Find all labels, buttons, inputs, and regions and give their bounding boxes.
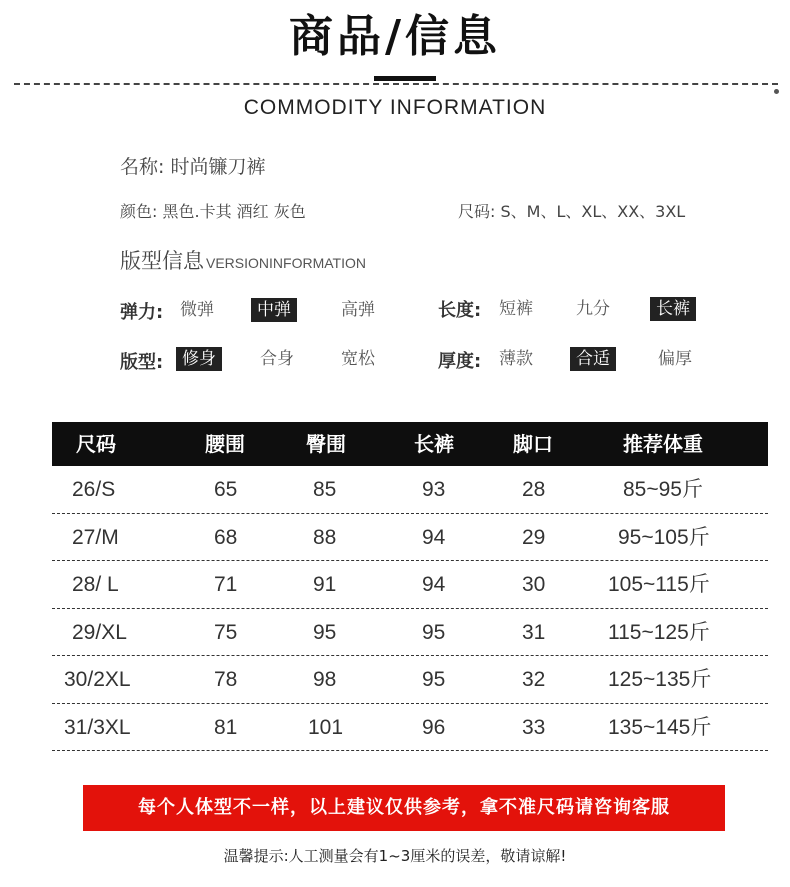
cell-size: 31/3XL — [64, 715, 131, 739]
fit-option-regular: 合身 — [260, 349, 294, 369]
header-divider — [14, 83, 778, 85]
cell-weight: 105~115斤 — [608, 573, 710, 596]
version-heading-en: VERSIONINFORMATION — [206, 255, 366, 271]
table-row — [52, 514, 768, 562]
length-option-ninth: 九分 — [576, 299, 610, 319]
cell-length: 94 — [422, 573, 446, 596]
product-colors: 颜色: 黑色.卡其 酒红 灰色 — [120, 202, 306, 221]
thickness-option-medium-selected: 合适 — [570, 347, 616, 371]
thickness-option-thick: 偏厚 — [658, 349, 692, 369]
fit-label: 版型: — [120, 352, 164, 373]
size-advice-banner: 每个人体型不一样，以上建议仅供参考，拿不准尺码请咨询客服 — [83, 785, 725, 831]
measurement-note: 温馨提示:人工测量会有1~3厘米的误差，敬请谅解! — [223, 847, 567, 865]
cell-weight: 115~125斤 — [608, 620, 710, 644]
cell-weight: 135~145斤 — [608, 715, 712, 739]
table-row — [52, 704, 768, 752]
cell-weight: 85~95斤 — [623, 478, 703, 501]
cell-size: 29/XL — [72, 620, 127, 644]
size-table — [52, 422, 768, 751]
cell-length: 96 — [422, 715, 446, 739]
cell-weight: 125~135斤 — [608, 668, 712, 691]
table-row — [52, 561, 768, 609]
length-option-long-selected: 长裤 — [650, 297, 696, 321]
header-size: 尺码 — [76, 432, 116, 456]
elasticity-label: 弹力: — [120, 302, 164, 323]
product-sizes: 尺码: S、M、L、XL、XX、3XL — [458, 202, 686, 221]
cell-weight: 95~105斤 — [618, 525, 710, 549]
cell-leg-opening: 31 — [522, 620, 546, 644]
fit-option-loose: 宽松 — [341, 349, 375, 369]
length-label: 长度: — [438, 300, 482, 321]
length-option-short: 短裤 — [499, 299, 533, 319]
header-waist: 腰围 — [205, 432, 245, 456]
page-subtitle: COMMODITY INFORMATION — [243, 96, 547, 119]
header-weight: 推荐体重 — [623, 432, 703, 456]
cell-size: 28/ L — [72, 573, 119, 596]
version-heading — [120, 245, 366, 275]
cell-length: 94 — [422, 525, 446, 549]
thickness-label: 厚度: — [438, 351, 482, 372]
product-name: 名称: 时尚镰刀裤 — [120, 156, 266, 178]
cell-size: 30/2XL — [64, 668, 131, 691]
cell-leg-opening: 32 — [522, 668, 546, 691]
cell-length: 95 — [422, 620, 446, 644]
thickness-option-thin: 薄款 — [499, 349, 533, 369]
cell-leg-opening: 30 — [522, 573, 546, 596]
cell-hip: 95 — [313, 620, 337, 644]
fit-option-slim-selected: 修身 — [176, 347, 222, 371]
elasticity-option-mid-selected: 中弹 — [251, 298, 297, 322]
header-hip: 臀围 — [306, 432, 346, 456]
cell-waist: 71 — [214, 573, 238, 596]
cell-waist: 78 — [214, 668, 238, 691]
cell-waist: 75 — [214, 620, 238, 644]
table-row — [52, 609, 768, 657]
size-table-header — [52, 422, 768, 466]
elasticity-option-low: 微弹 — [180, 300, 214, 320]
cell-hip: 88 — [313, 525, 337, 549]
version-heading-cn: 版型信息 — [120, 249, 204, 273]
header-length: 长裤 — [414, 432, 454, 456]
table-row — [52, 466, 768, 514]
header-leg-opening: 脚口 — [513, 432, 553, 456]
table-row — [52, 656, 768, 704]
cell-size: 26/S — [72, 478, 116, 501]
cell-leg-opening: 29 — [522, 525, 546, 549]
elasticity-option-high: 高弹 — [341, 300, 375, 320]
cell-waist: 65 — [214, 478, 238, 501]
cell-leg-opening: 33 — [522, 715, 546, 739]
divider-dot — [774, 89, 779, 94]
cell-hip: 101 — [308, 715, 344, 739]
cell-hip: 98 — [313, 668, 337, 691]
cell-waist: 68 — [214, 525, 238, 549]
page-title: 商品/信息 — [288, 11, 502, 62]
cell-waist: 81 — [214, 715, 238, 739]
cell-leg-opening: 28 — [522, 478, 546, 501]
cell-hip: 85 — [313, 478, 337, 501]
cell-hip: 91 — [313, 573, 337, 596]
cell-size: 27/M — [72, 525, 119, 549]
cell-length: 95 — [422, 668, 446, 691]
cell-length: 93 — [422, 478, 446, 501]
title-underline — [374, 76, 436, 81]
